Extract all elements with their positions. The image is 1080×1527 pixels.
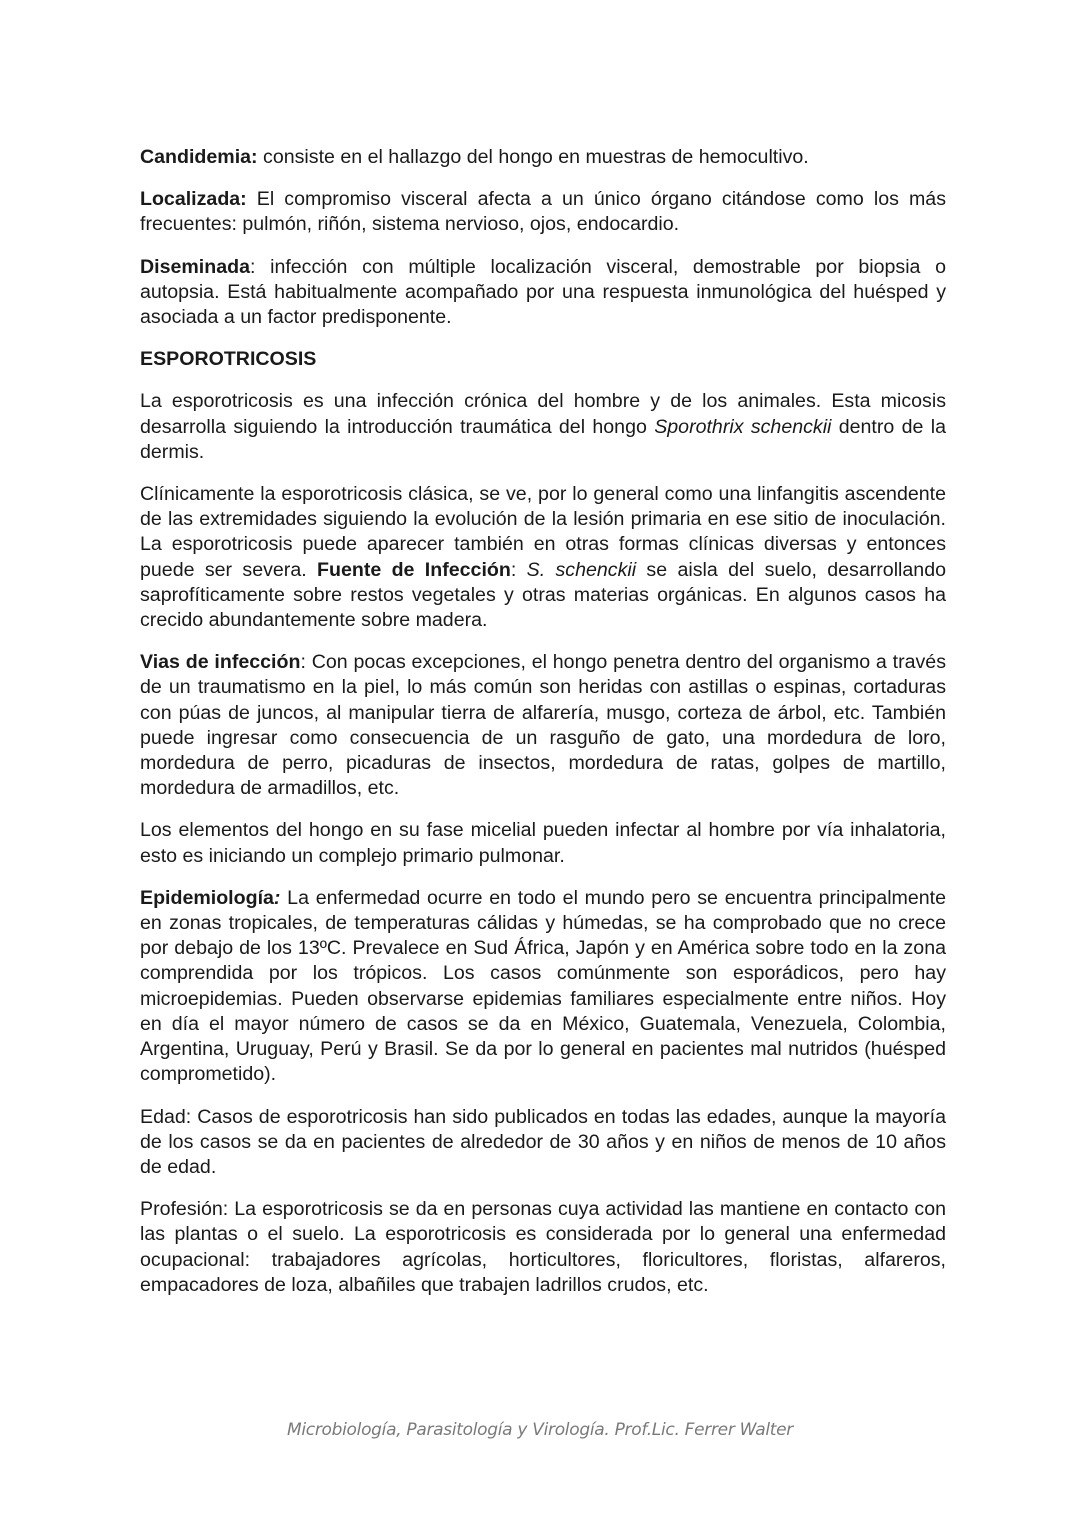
species-name: S. schenckii	[526, 558, 637, 581]
term-label: Vias de infección	[140, 651, 301, 674]
paragraph-diseminada: Diseminada: infección con múltiple localización visceral, demostrable por biopsia o autopsia. Está habitualmente acompañado por una respuesta inmunológica del huésped y asociada a un factor predisponente.	[140, 255, 946, 329]
term-label: Fuente de Infección	[317, 558, 511, 581]
paragraph-localizada: Localizada: El compromiso visceral afecta a un único órgano citándose como los más frecuentes: pulmón, riñón, sistema nervioso, ojos, endocardio.	[140, 188, 946, 236]
term-label: Candidemia:	[140, 146, 258, 168]
page-footer: Microbiología, Parasitología y Virología. Prof.Lic. Ferrer Walter	[287, 1420, 793, 1440]
term-label: Epidemiología	[140, 886, 274, 909]
paragraph-edad: Edad: Casos de esporotricosis han sido publicados en todas las edades, aunque la mayoría de los casos se da en pacientes de alrededor de 30 años y en niños de menos de 10 años de edad.	[140, 1105, 946, 1178]
term-label: Diseminada	[140, 255, 250, 278]
paragraph-intro: La esporotricosis es una infección crónica del hombre y de los animales. Esta micosis desarrolla siguiendo la introducción traumática del hongo Sporothrix schenckii dentro de la dermis.	[140, 390, 946, 463]
section-heading: ESPOROTRICOSIS	[140, 348, 317, 371]
paragraph-vias: Vias de infección: Con pocas excepciones, el hongo penetra dentro del organismo a través de un traumatismo en la piel, lo más común son heridas con astillas o espinas, cortaduras con púas de juncos, al manipular tierra de alfarería, musgo, corteza de árbol, etc. También puede ingresar como consecuencia de un rasguño de gato, una mordedura de loro, mordedura de perro, picaduras de insectos, mordedura de ratas, golpes de martillo, mordedura de armadillos, etc.	[140, 651, 946, 800]
term-label: Localizada:	[140, 188, 247, 211]
paragraph-profesion: Profesión: La esporotricosis se da en personas cuya actividad las mantiene en contacto con las plantas o el suelo. La esporotricosis es considerada por lo general una enfermedad ocupacional: trabajadores agrícolas, horticultores, floricultores, floristas, alfareros, empacadores de loza, albañiles que trabajen ladrillos crudos, etc.	[140, 1198, 946, 1296]
paragraph-candidemia: Candidemia: consiste en el hallazgo del hongo en muestras de hemocultivo.	[140, 146, 809, 168]
paragraph-epidemiologia: Epidemiología: La enfermedad ocurre en todo el mundo pero se encuentra principalmente en zonas tropicales, de temperaturas cálidas y húmedas, se ha comprobado que no crece por debajo de los 13ºC. Prevalece en Sud África, Japón y en América sobre todo en la zona comprendida por los trópicos. Los casos comúnmente son esporádicos, pero hay microepidemias. Pueden observarse epidemias familiares especialmente entre niños. Hoy en día el mayor número de casos se da en México, Guatemala, Venezuela, Colombia, Argentina, Uruguay, Perú y Brasil. Se da por lo general en pacientes mal nutridos (huésped comprometido).	[140, 886, 946, 1086]
paragraph-micelial: Los elementos del hongo en su fase micelial pueden infectar al hombre por vía inhalatoria, esto es iniciando un complejo primario pulmonar.	[140, 819, 946, 867]
species-name: Sporothrix schenckii	[654, 415, 832, 438]
paragraph-clinica: Clínicamente la esporotricosis clásica, se ve, por lo general como una linfangitis ascendente de las extremidades siguiendo la evolución de la lesión primaria en ese sitio de inoculación. La esporotricosis puede aparecer también en otras formas clínicas diversas y entonces puede ser severa. Fuente de Infección: S. schenckii se aisla del suelo, desarrollando saprofíticamente sobre restos vegetales y otras materias orgánicas. En algunos casos ha crecido abundantemente sobre madera.	[140, 483, 946, 632]
document-body	[140, 145, 946, 1315]
